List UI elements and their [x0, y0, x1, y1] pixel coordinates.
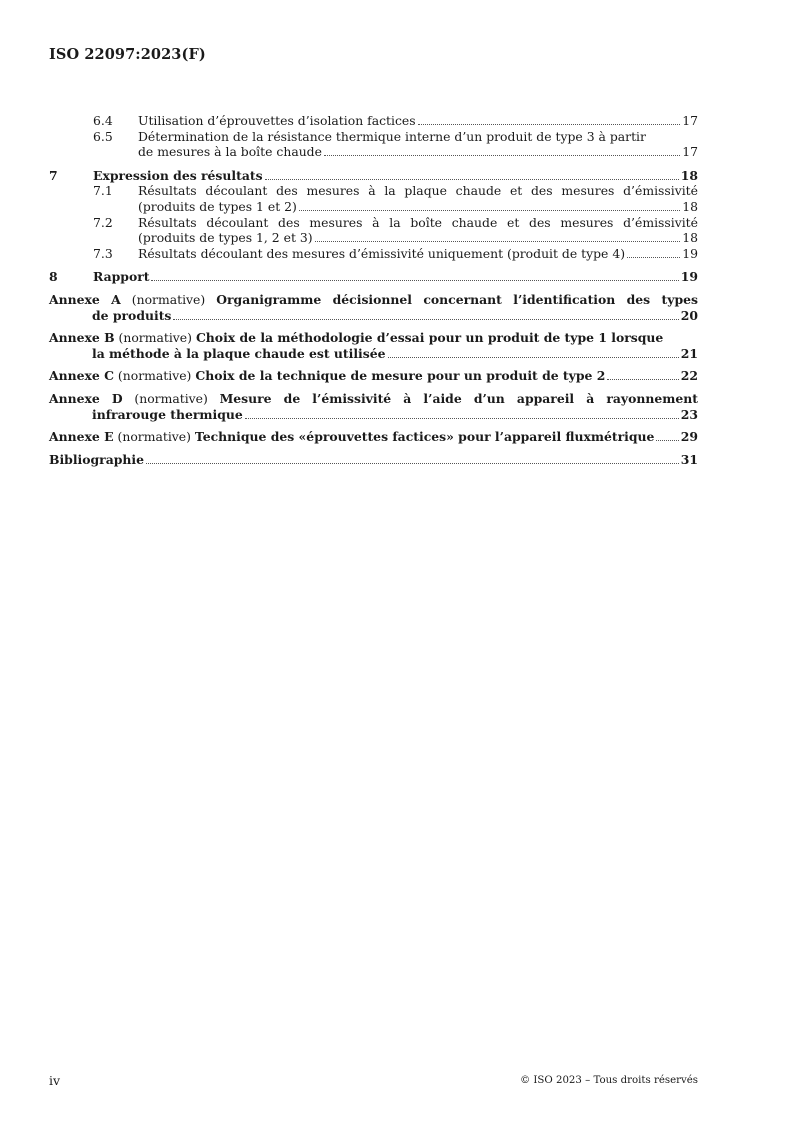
toc-entry-title-line1: Détermination de la résistance thermique interne d’un produit de type 3 à partir	[138, 128, 646, 144]
toc-entry-title-line1: Résultats découlant des mesures à la plaque chaude et des mesures d’émissivité	[138, 183, 698, 199]
annex-type: (normative)	[134, 390, 208, 406]
toc-entry-title: Utilisation d’éprouvettes d’isolation factices	[138, 113, 416, 128]
toc-entry-7-1[interactable]	[49, 183, 698, 214]
toc-entry-page: 17	[682, 113, 698, 128]
dot-leader	[245, 418, 679, 419]
dot-leader	[173, 319, 678, 320]
toc-entry-page: 18	[682, 198, 698, 214]
toc-entry-title-line2: (produits de types 1 et 2)	[138, 198, 297, 214]
toc-entry-title-line2: (produits de types 1, 2 et 3)	[138, 230, 313, 246]
toc-entry-page: 20	[680, 307, 698, 323]
toc-entry-page: 23	[680, 406, 698, 422]
annex-type: (normative)	[117, 368, 192, 384]
toc-entry-page: 17	[682, 144, 698, 160]
annex-type: (normative)	[118, 330, 192, 346]
toc-entry-page: 18	[682, 230, 698, 246]
annex-title-line2: de produits	[92, 307, 172, 323]
dot-leader	[146, 463, 679, 464]
annex-label: Annexe C	[49, 368, 114, 384]
toc-entry-page: 19	[680, 269, 698, 285]
annex-label: Annexe B	[49, 330, 115, 346]
toc-entry-annex-b[interactable]	[49, 330, 698, 361]
dot-leader	[418, 124, 680, 125]
toc-entry-page: 21	[680, 345, 698, 361]
toc-entry-title: Rapport	[93, 269, 150, 285]
dot-leader	[151, 280, 678, 281]
annex-label: Annexe E	[49, 429, 114, 445]
annex-title-line1: Choix de la méthodologie d’essai pour un produit de type 1 lorsque	[195, 330, 664, 346]
annex-title: Technique des «éprouvettes factices» pour l’appareil fluxmétrique	[194, 429, 655, 445]
toc-entry-page: 29	[680, 429, 698, 445]
toc-entry-number: 8	[49, 269, 58, 285]
dot-leader	[324, 155, 680, 156]
document-header: ISO 22097:2023(F)	[49, 46, 206, 63]
annex-title-line1: Organigramme décisionnel concernant l’identification des types	[216, 291, 698, 307]
dot-leader	[265, 179, 679, 180]
bibliography-title: Bibliographie	[49, 451, 145, 467]
table-of-contents	[49, 113, 698, 467]
toc-entry-number: 7.2	[93, 214, 113, 230]
annex-type: (normative)	[131, 291, 206, 307]
copyright-notice: © ISO 2023 – Tous droits réservés	[519, 1075, 698, 1086]
toc-entry-number: 7	[49, 167, 58, 183]
toc-entry-title: Expression des résultats	[93, 167, 263, 183]
toc-entry-title-line2: de mesures à la boîte chaude	[138, 144, 322, 160]
annex-title-line2: la méthode à la plaque chaude est utilisée	[92, 345, 386, 361]
annex-type: (normative)	[117, 429, 191, 445]
toc-entry-annex-d[interactable]	[49, 391, 698, 422]
toc-entry-page: 19	[682, 245, 698, 261]
toc-entry-page: 31	[680, 451, 698, 467]
dot-leader	[299, 210, 680, 211]
annex-title-line1: Mesure de l’émissivité à l’aide d’un appareil à rayonnement	[219, 390, 698, 406]
dot-leader	[627, 257, 680, 258]
dot-leader	[315, 241, 680, 242]
toc-entry-annex-e[interactable]	[49, 429, 698, 445]
dot-leader	[388, 357, 679, 358]
toc-entry-page: 22	[680, 368, 698, 384]
toc-entry-number: 7.3	[93, 245, 113, 261]
page-number: iv	[49, 1073, 61, 1088]
toc-entry-bibliography[interactable]	[49, 452, 698, 468]
toc-entry-clause-8[interactable]	[49, 269, 698, 285]
toc-entry-title: Résultats découlant des mesures d’émissivité uniquement (produit de type 4)	[138, 245, 626, 261]
toc-entry-annex-c[interactable]	[49, 368, 698, 384]
toc-entry-title-line1: Résultats découlant des mesures à la boîte chaude et des mesures d’émissivité	[138, 214, 698, 230]
dot-leader	[656, 440, 678, 441]
toc-entry-7-3[interactable]	[49, 246, 698, 262]
toc-entry-number: 6.4	[93, 113, 113, 128]
toc-entry-6-5[interactable]	[49, 129, 698, 160]
annex-title-line2: infrarouge thermique	[92, 406, 243, 422]
toc-entry-number: 6.5	[93, 128, 113, 144]
toc-entry-7-2[interactable]	[49, 215, 698, 246]
annex-title: Choix de la technique de mesure pour un produit de type 2	[195, 368, 606, 384]
annex-label: Annexe A	[49, 291, 121, 307]
toc-entry-annex-a[interactable]	[49, 292, 698, 323]
toc-entry-page: 18	[680, 167, 698, 183]
toc-entry-clause-7[interactable]	[49, 168, 698, 184]
annex-label: Annexe D	[49, 390, 123, 406]
toc-entry-6-4[interactable]	[49, 113, 698, 129]
toc-entry-number: 7.1	[93, 183, 113, 199]
dot-leader	[607, 379, 678, 380]
